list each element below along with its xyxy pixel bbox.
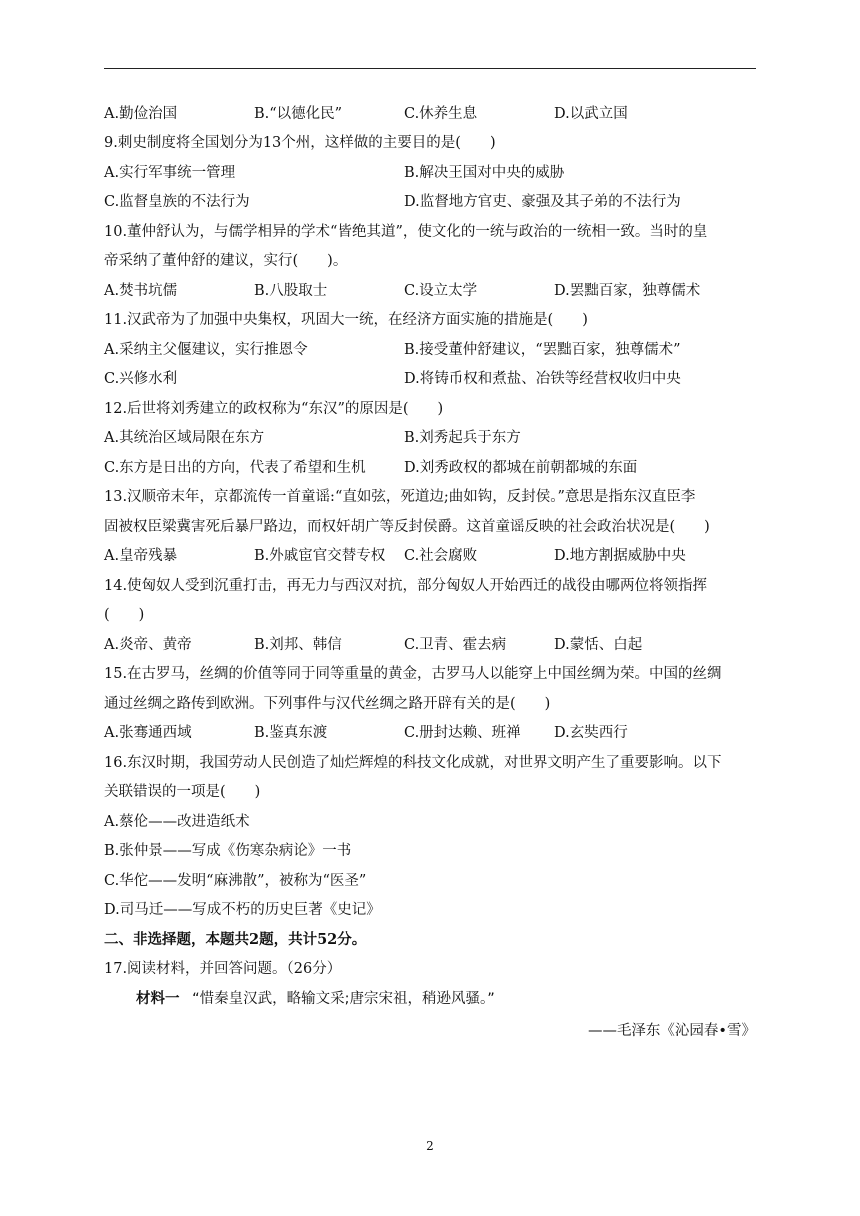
q13-option-a: A.皇帝残暴 <box>104 548 178 564</box>
q12-option-c: C.东方是日出的方向，代表了希望和生机 <box>104 460 366 476</box>
q11-option-c: C.兴修水利 <box>104 371 178 387</box>
q13-stem-line1: 13.汉顺帝末年，京都流传一首童谣:“直如弦，死道边;曲如钩，反封侯。”意思是指东汉直臣李 <box>104 489 696 505</box>
q14-option-c: C.卫青、霍去病 <box>404 637 507 653</box>
q13-option-b: B.外戚宦官交替专权 <box>254 548 386 564</box>
q11-stem: 11.汉武帝为了加强中央集权，巩固大一统，在经济方面实施的措施是( ) <box>104 312 588 328</box>
q13-option-c: C.社会腐败 <box>404 548 478 564</box>
q14-stem-line2: ( ) <box>104 607 145 623</box>
q16-option-c: C.华佗——发明“麻沸散”，被称为“医圣” <box>104 873 367 889</box>
material1-source: ——毛泽东《沁园春•雪》 <box>587 1023 756 1039</box>
q11-option-a: A.采纳主父偃建议，实行推恩令 <box>104 342 308 358</box>
q17-stem: 17.阅读材料，并回答问题。（26分） <box>104 961 342 977</box>
q9-stem: 9.刺史制度将全国划分为13个州，这样做的主要目的是( ) <box>104 135 496 151</box>
header-rule <box>104 68 756 69</box>
q12-stem: 12.后世将刘秀建立的政权称为“东汉”的原因是( ) <box>104 401 444 417</box>
q8-option-c: C.休养生息 <box>404 106 478 122</box>
section2-heading: 二、非选择题，本题共2题，共计52分。 <box>104 931 367 948</box>
q8-option-a: A.勤俭治国 <box>104 106 178 122</box>
q16-option-d: D.司马迁——写成不朽的历史巨著《史记》 <box>104 902 381 918</box>
material1-label: 材料一 <box>136 991 180 1007</box>
q14-option-a: A.炎帝、黄帝 <box>104 637 192 653</box>
q11-option-b: B.接受董仲舒建议，“罢黜百家，独尊儒术” <box>404 342 681 358</box>
q14-stem-line1: 14.使匈奴人受到沉重打击，再无力与西汉对抗，部分匈奴人开始西迁的战役由哪两位将领指挥 <box>104 578 708 594</box>
q13-stem-line2: 固被权臣梁冀害死后暴尸路边，而权奸胡广等反封侯爵。这首童谣反映的社会政治状况是( ) <box>104 519 710 535</box>
q9-option-b: B.解决王国对中央的威胁 <box>404 165 565 181</box>
q10-stem-line1: 10.董仲舒认为，与儒学相异的学术“皆绝其道”，使文化的一统与政治的一统相一致。当时的皇 <box>104 224 708 240</box>
q10-option-c: C.设立太学 <box>404 283 478 299</box>
q8-option-d: D.以武立国 <box>554 106 628 122</box>
q16-option-a: A.蔡伦——改进造纸术 <box>104 814 250 830</box>
q13-option-d: D.地方割据威胁中央 <box>554 548 686 564</box>
q10-stem-line2: 帝采纳了董仲舒的建议，实行( )。 <box>104 253 348 269</box>
q15-option-c: C.册封达赖、班禅 <box>404 725 521 741</box>
q14-option-d: D.蒙恬、白起 <box>554 637 643 653</box>
page-number: 2 <box>426 1139 434 1153</box>
q12-option-b: B.刘秀起兵于东方 <box>404 430 521 446</box>
q15-stem-line1: 15.在古罗马，丝绸的价值等同于同等重量的黄金，古罗马人以能穿上中国丝绸为荣。中国的丝绸 <box>104 666 722 682</box>
q10-option-a: A.焚书坑儒 <box>104 283 178 299</box>
q15-stem-line2: 通过丝绸之路传到欧洲。下列事件与汉代丝绸之路开辟有关的是( ) <box>104 696 551 712</box>
q10-option-b: B.八股取士 <box>254 283 328 299</box>
q15-option-b: B.鉴真东渡 <box>254 725 328 741</box>
q10-option-d: D.罢黜百家，独尊儒术 <box>554 283 701 299</box>
q12-option-a: A.其统治区域局限在东方 <box>104 430 265 446</box>
q12-option-d: D.刘秀政权的都城在前朝都城的东面 <box>404 460 638 476</box>
q9-option-d: D.监督地方官吏、豪强及其子弟的不法行为 <box>404 194 681 210</box>
q15-option-d: D.玄奘西行 <box>554 725 628 741</box>
q9-option-c: C.监督皇族的不法行为 <box>104 194 250 210</box>
q11-option-d: D.将铸币权和煮盐、冶铁等经营权收归中央 <box>404 371 681 387</box>
q16-stem-line2: 关联错误的一项是( ) <box>104 784 261 800</box>
q14-option-b: B.刘邦、韩信 <box>254 637 342 653</box>
material1-text: “惜秦皇汉武，略输文采;唐宗宋祖，稍逊风骚。” <box>192 991 495 1007</box>
material1-quote <box>136 989 495 1009</box>
q16-option-b: B.张仲景——写成《伤寒杂病论》一书 <box>104 843 352 859</box>
q15-option-a: A.张骞通西域 <box>104 725 192 741</box>
q8-option-b: B.“以德化民” <box>254 106 343 122</box>
q16-stem-line1: 16.东汉时期，我国劳动人民创造了灿烂辉煌的科技文化成就，对世界文明产生了重要影响。以下 <box>104 755 722 771</box>
q9-option-a: A.实行军事统一管理 <box>104 165 236 181</box>
